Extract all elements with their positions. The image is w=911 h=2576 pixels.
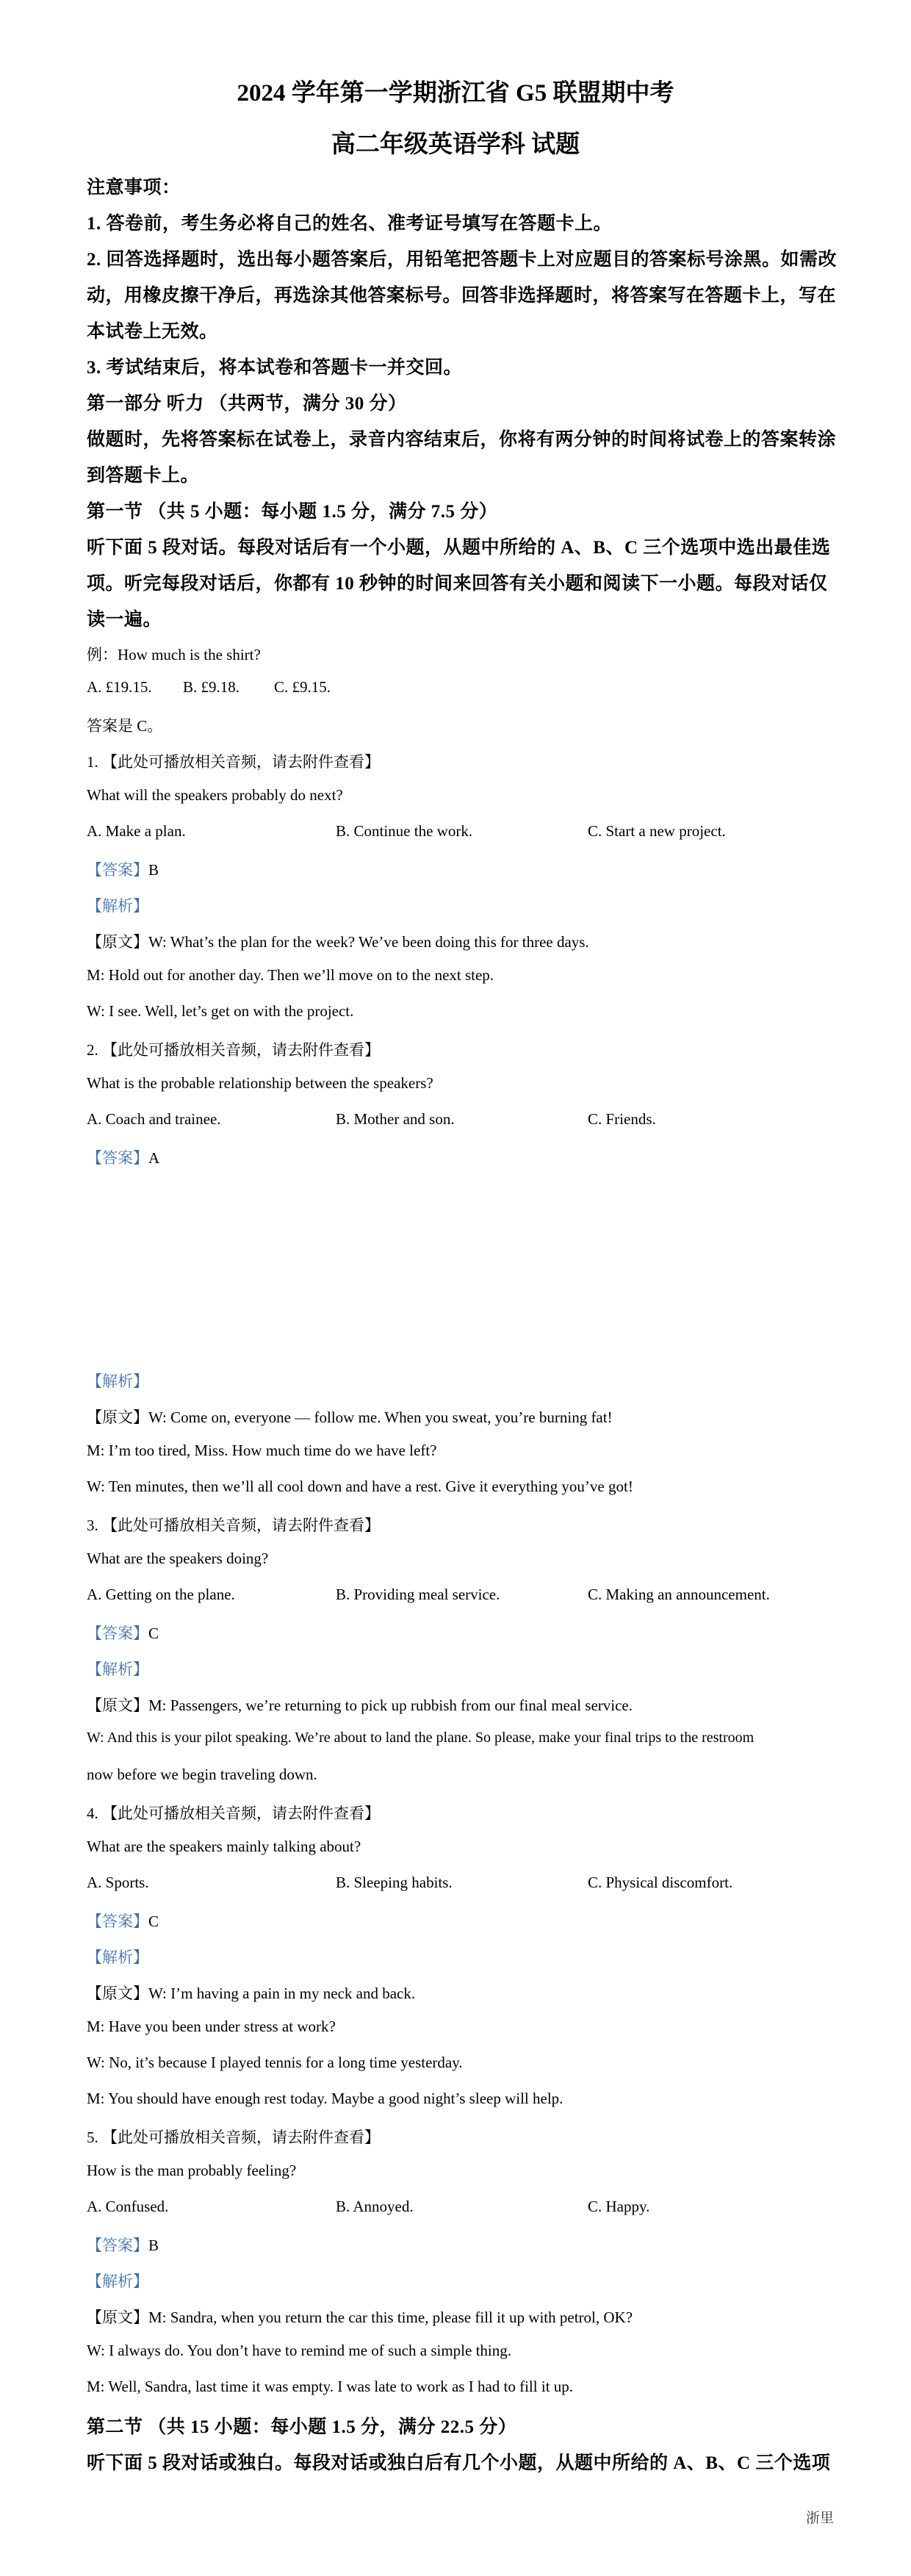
section2-title: 第二节 （共 15 小题：每小题 1.5 分，满分 22.5 分）: [87, 2417, 517, 2437]
yuanwen-label: 【原文】: [87, 1985, 148, 2002]
script-line: M: Hold out for another day. Then we’ll move on to the next step.: [87, 966, 494, 984]
answer-value: B: [148, 861, 159, 879]
option-b: B. Continue the work.: [336, 822, 473, 840]
notice-line: 3. 考试结束后，将本试卷和答题卡一并交回。: [87, 358, 463, 378]
page-footer: 浙里: [806, 2511, 835, 2526]
script-line: M: Have you been under stress at work?: [87, 2018, 336, 2035]
script-line: W: And this is your pilot speaking. We’re about to land the plane. So please, make your final trips to the restroom: [87, 1730, 755, 1746]
document-title: 2024 学年第一学期浙江省 G5 联盟期中考: [237, 80, 674, 107]
option-a: A. Coach and trainee.: [87, 1110, 221, 1128]
section2-instruction: 听下面 5 段对话或独白。每段对话或独白后有几个小题，从题中所给的 A、B、C 三个选项: [87, 2453, 831, 2473]
section1-instruction: 读一遍。: [87, 610, 162, 630]
script-text: W: What’s the plan for the week? We’ve been doing this for three days.: [148, 933, 589, 951]
example-options: [87, 678, 331, 697]
question-text: What is the probable relationship between the speakers?: [87, 1074, 433, 1092]
script-line: [87, 1694, 633, 1716]
example-option-c: C. £9.15.: [274, 678, 331, 696]
part1-instruction: 到答题卡上。: [87, 466, 200, 486]
script-line: W: No, it’s because I played tennis for a long time yesterday.: [87, 2054, 463, 2071]
example-option-a: A. £19.15.: [87, 678, 152, 696]
example-answer: 答案是 C。: [87, 717, 163, 735]
option-b: B. Annoyed.: [336, 2198, 414, 2215]
analysis-label: 【解析】: [87, 1661, 148, 1678]
answer-value: B: [148, 2237, 159, 2254]
yuanwen-label: 【原文】: [87, 2309, 148, 2326]
option-a: A. Confused.: [87, 2198, 169, 2215]
script-line: now before we begin traveling down.: [87, 1766, 317, 1783]
answer-line: [87, 1622, 159, 1644]
yuanwen-label: 【原文】: [87, 933, 148, 951]
part1-title: 第一部分 听力 （共两节，满分 30 分）: [87, 394, 407, 414]
analysis-label: 【解析】: [87, 1372, 148, 1390]
audio-placeholder: 3. 【此处可播放相关音频，请去附件查看】: [87, 1517, 380, 1534]
options-row: [87, 822, 726, 841]
script-line: W: Ten minutes, then we’ll all cool down and have a rest. Give it everything you’ve got!: [87, 1478, 633, 1495]
answer-label: 【答案】: [87, 861, 148, 879]
option-c: C. Physical discomfort.: [588, 1874, 733, 1891]
notice-line: 1. 答卷前，考生务必将自己的姓名、准考证号填写在答题卡上。: [87, 214, 613, 234]
audio-placeholder: 1. 【此处可播放相关音频，请去附件查看】: [87, 753, 380, 771]
yuanwen-label: 【原文】: [87, 1408, 148, 1426]
options-row: [87, 1110, 656, 1129]
script-line: W: I always do. You don’t have to remind me of such a simple thing.: [87, 2342, 512, 2359]
question-text: What are the speakers mainly talking about?: [87, 1838, 361, 1855]
script-text: W: I’m having a pain in my neck and back.: [148, 1985, 416, 2002]
answer-value: A: [148, 1149, 160, 1167]
option-c: C. Making an announcement.: [588, 1586, 770, 1603]
script-line: M: I’m too tired, Miss. How much time do we have left?: [87, 1442, 437, 1459]
script-line: [87, 2306, 633, 2328]
notice-line: 本试卷上无效。: [87, 322, 218, 342]
script-line: [87, 1982, 415, 2004]
script-line: M: You should have enough rest today. Maybe a good night’s sleep will help.: [87, 2090, 563, 2107]
option-c: C. Happy.: [588, 2198, 650, 2215]
option-c: C. Start a new project.: [588, 822, 726, 840]
notice-heading: 注意事项：: [87, 178, 181, 198]
example-option-b: B. £9.18.: [183, 678, 240, 696]
answer-label: 【答案】: [87, 1913, 148, 1930]
option-a: A. Make a plan.: [87, 822, 186, 840]
answer-label: 【答案】: [87, 2237, 148, 2254]
answer-label: 【答案】: [87, 1149, 148, 1167]
option-a: A. Getting on the plane.: [87, 1586, 235, 1603]
document-subtitle: 高二年级英语学科 试题: [331, 132, 580, 158]
answer-line: [87, 2234, 159, 2256]
options-row: [87, 1586, 770, 1604]
question-text: How is the man probably feeling?: [87, 2162, 297, 2179]
answer-line: [87, 1910, 159, 1932]
options-row: [87, 2198, 650, 2216]
section1-instruction: 听下面 5 段对话。每段对话后有一个小题，从题中所给的 A、B、C 三个选项中选出最佳选: [87, 538, 831, 558]
script-text: M: Passengers, we’re returning to pick up rubbish from our final meal service.: [148, 1697, 633, 1714]
analysis-label: 【解析】: [87, 1949, 148, 1966]
option-b: B. Sleeping habits.: [336, 1874, 453, 1891]
answer-value: C: [148, 1625, 159, 1642]
option-b: B. Mother and son.: [336, 1110, 455, 1128]
example-question: 例：How much is the shirt?: [87, 646, 261, 663]
analysis-label: 【解析】: [87, 897, 148, 915]
script-text: W: Come on, everyone — follow me. When you sweat, you’re burning fat!: [148, 1408, 613, 1426]
question-text: What will the speakers probably do next?: [87, 786, 343, 804]
section1-instruction: 项。听完每段对话后，你都有 10 秒钟的时间来回答有关小题和阅读下一小题。每段对话仅: [87, 574, 828, 594]
part1-instruction: 做题时，先将答案标在试卷上，录音内容结束后，你将有两分钟的时间将试卷上的答案转涂: [87, 430, 837, 450]
notice-line: 2. 回答选择题时，选出每小题答案后，用铅笔把答题卡上对应题目的答案标号涂黑。如需改: [87, 250, 838, 270]
question-text: What are the speakers doing?: [87, 1550, 269, 1567]
notice-line: 动，用橡皮擦干净后，再选涂其他答案标号。回答非选择题时，将答案写在答题卡上，写在: [87, 286, 837, 306]
answer-line: [87, 858, 159, 880]
answer-label: 【答案】: [87, 1625, 148, 1642]
analysis-label: 【解析】: [87, 2273, 148, 2290]
audio-placeholder: 5. 【此处可播放相关音频，请去附件查看】: [87, 2129, 380, 2146]
section1-title: 第一节 （共 5 小题：每小题 1.5 分，满分 7.5 分）: [87, 502, 498, 522]
yuanwen-label: 【原文】: [87, 1697, 148, 1714]
script-text: M: Sandra, when you return the car this time, please fill it up with petrol, OK?: [148, 2309, 633, 2326]
options-row: [87, 1874, 733, 1892]
script-line: [87, 1406, 613, 1428]
audio-placeholder: 2. 【此处可播放相关音频，请去附件查看】: [87, 1041, 380, 1059]
audio-placeholder: 4. 【此处可播放相关音频，请去附件查看】: [87, 1805, 380, 1822]
script-line: W: I see. Well, let’s get on with the project.: [87, 1002, 354, 1020]
script-line: [87, 930, 589, 952]
answer-value: C: [148, 1913, 159, 1930]
answer-line: [87, 1146, 159, 1168]
script-line: M: Well, Sandra, last time it was empty. I was late to work as I had to fill it up.: [87, 2378, 574, 2395]
option-a: A. Sports.: [87, 1874, 149, 1891]
option-c: C. Friends.: [588, 1110, 656, 1128]
option-b: B. Providing meal service.: [336, 1586, 500, 1603]
